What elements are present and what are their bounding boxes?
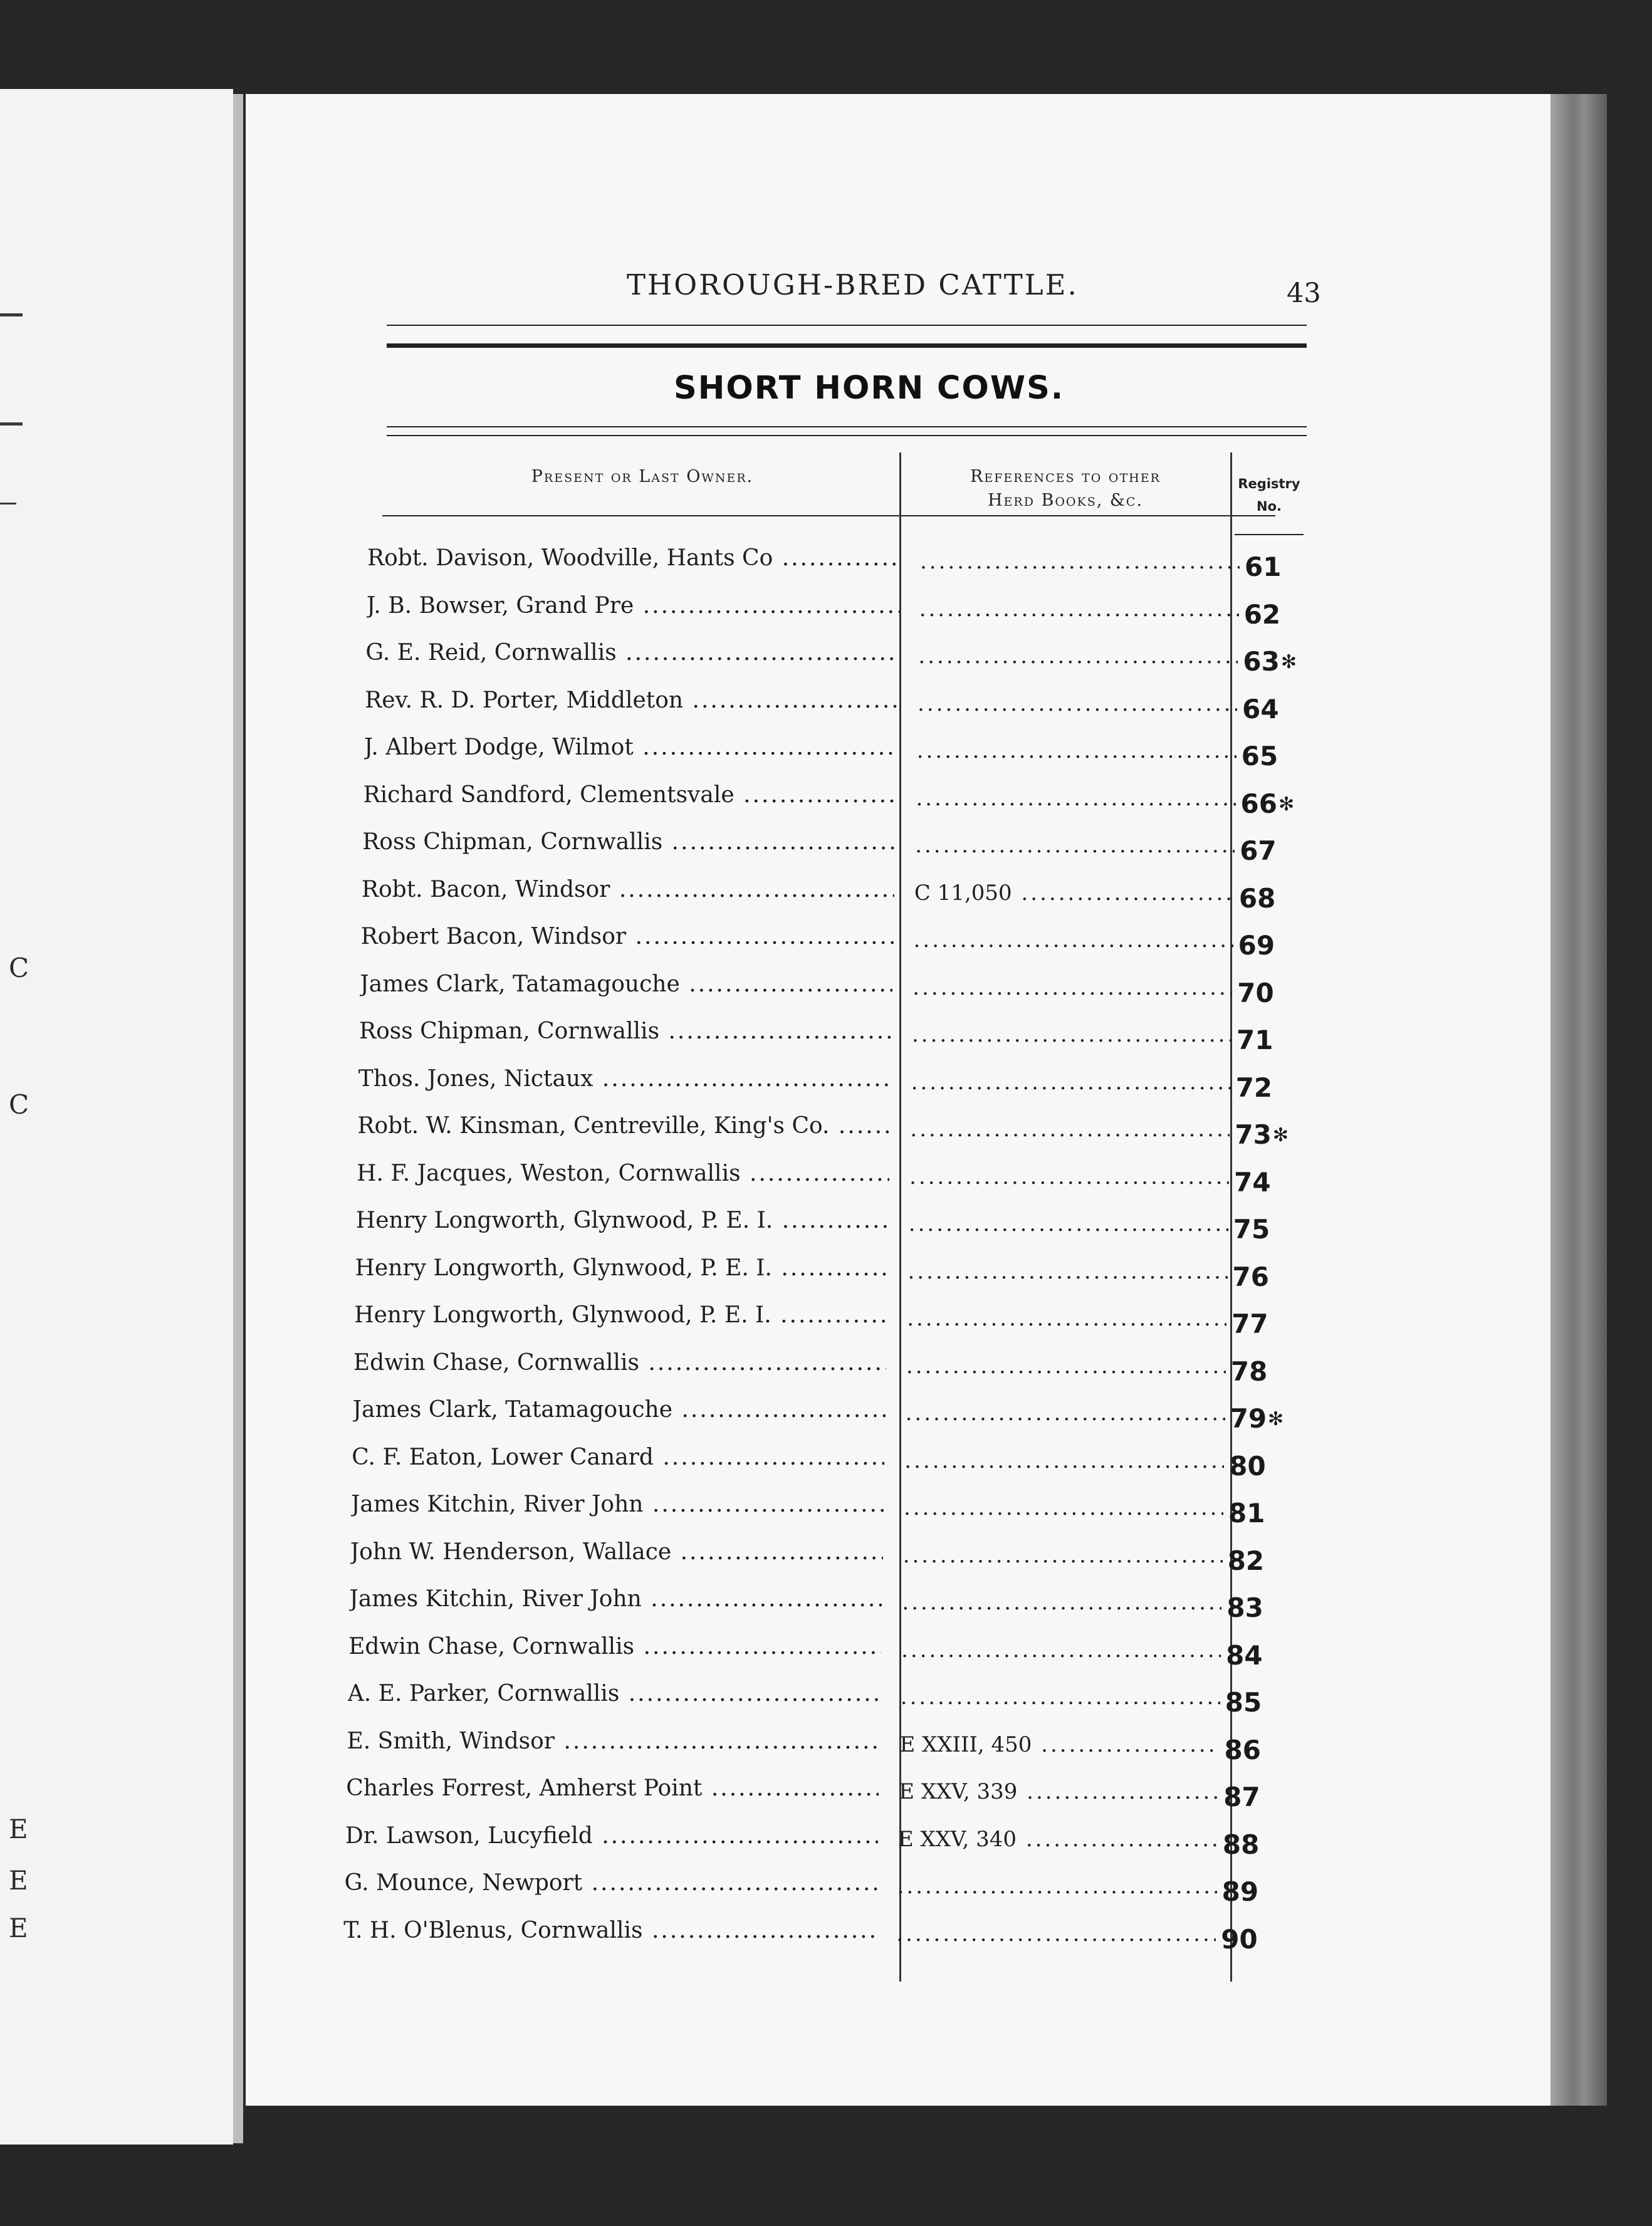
owner-cell: John W. Henderson, Wallace ..... [350, 1539, 883, 1565]
column-header-registry-line1: Registry [1238, 476, 1300, 491]
reference-cell [917, 738, 1236, 763]
table-row [348, 1681, 1307, 1727]
registry-number: 78 [1230, 1356, 1268, 1387]
owner-cell: James Clark, Tatamagouche ..... [353, 1397, 886, 1423]
reference-cell [912, 975, 1232, 1000]
registry-number: 73 [1235, 1119, 1272, 1150]
owner-cell: E. Smith, Windsor ..... [347, 1728, 880, 1754]
registry-number: 71 [1236, 1025, 1273, 1055]
owner-cell: Richard Sandford, Clementsvale ..... [363, 782, 896, 808]
table-row [345, 1823, 1304, 1869]
registry-number: 68 [1238, 882, 1276, 914]
running-head: THOROUGH-BRED CATTLE. [627, 268, 1079, 301]
registry-number-cell [1230, 1403, 1305, 1434]
owner-cell: Henry Longworth, Glynwood, P. E. I. ..... [354, 1302, 887, 1328]
registry-number-cell [1223, 1829, 1298, 1860]
table-row [352, 1445, 1310, 1491]
registry-number: 72 [1235, 1072, 1273, 1103]
registry-number: 74 [1234, 1166, 1271, 1198]
table-row [348, 1634, 1307, 1680]
registry-number: 61 [1245, 551, 1282, 582]
reference-cell [906, 1354, 1226, 1379]
registry-number-cell [1223, 1782, 1299, 1812]
reference-cell [920, 549, 1240, 574]
reference-cell [901, 1685, 1220, 1710]
table-row [343, 1918, 1302, 1964]
reference-cell [904, 1495, 1223, 1520]
book-gutter [233, 94, 243, 2143]
owner-cell: A. E. Parker, Cornwallis ..... [348, 1681, 881, 1706]
registry-number-cell [1233, 1214, 1309, 1245]
table-row [346, 1775, 1305, 1822]
table-row [353, 1397, 1312, 1443]
reference-cell [897, 1874, 1217, 1899]
facing-page-rule [0, 313, 23, 316]
table-row [365, 640, 1324, 686]
owner-cell: Charles Forrest, Amherst Point ..... [346, 1775, 879, 1801]
registry-number-cell [1238, 930, 1314, 961]
registry-number: 63 [1243, 646, 1280, 677]
reference-cell [908, 1259, 1228, 1284]
registry-number: 85 [1225, 1687, 1262, 1718]
facing-page-rule [0, 503, 16, 504]
registry-number: 83 [1226, 1592, 1263, 1623]
registry-number: 86 [1224, 1734, 1261, 1765]
registry-number: 69 [1238, 930, 1275, 961]
asterisk-mark-icon: ✻ [1280, 651, 1297, 673]
registry-number: 81 [1228, 1498, 1265, 1528]
owner-cell: C. F. Eaton, Lower Canard ..... [352, 1445, 884, 1470]
header-rule-thick [387, 343, 1307, 348]
table-row [363, 782, 1322, 828]
owner-cell: G. Mounce, Newport ..... [345, 1870, 877, 1896]
asterisk-mark-icon: ✻ [1268, 1408, 1284, 1430]
facing-page-letter: E [9, 1865, 28, 1896]
table-row [350, 1539, 1309, 1586]
registry-number: 77 [1231, 1309, 1268, 1339]
owner-cell: T. H. O'Blenus, Cornwallis ..... [343, 1918, 876, 1943]
facing-page-rule [0, 422, 23, 426]
column-header-registry-line2: No. [1257, 499, 1282, 514]
reference-cell [915, 833, 1235, 858]
owner-cell: Henry Longworth, Glynwood, P. E. I. ..... [356, 1208, 889, 1233]
table-row [360, 971, 1319, 1018]
registry-number-cell [1226, 1592, 1302, 1623]
registry-number-cell [1243, 646, 1318, 677]
owner-cell: Ross Chipman, Cornwallis ..... [362, 829, 895, 855]
table-row [364, 734, 1323, 781]
registry-number: 80 [1229, 1450, 1266, 1481]
reference-cell [906, 1401, 1225, 1426]
registry-number: 65 [1241, 741, 1278, 771]
table-row [357, 1161, 1315, 1207]
registry-number-cell [1234, 1167, 1309, 1198]
registry-number-cell [1228, 1498, 1304, 1528]
registry-number: 67 [1240, 835, 1277, 866]
reference-cell [896, 1921, 1216, 1946]
column-header-references-line1: References to other [970, 467, 1161, 486]
table-row [362, 877, 1320, 923]
page-edges [1550, 94, 1607, 2106]
column-header-underline [382, 515, 1275, 516]
facing-page-letter: C [9, 1089, 29, 1120]
owner-cell: Rev. R. D. Porter, Middleton ..... [365, 687, 897, 713]
registry-number: 88 [1222, 1829, 1260, 1860]
reference-cell [907, 1306, 1226, 1331]
reference-cell: E XXIII, 450 ..... [900, 1732, 1220, 1757]
reference-cell [909, 1211, 1228, 1236]
table-top-rule [387, 426, 1307, 427]
table-row [351, 1492, 1310, 1538]
registry-number-cell [1236, 1025, 1312, 1055]
registry-number-cell [1240, 835, 1315, 866]
reference-cell [910, 1117, 1230, 1142]
registry-number: 82 [1227, 1545, 1265, 1576]
owner-cell: Henry Longworth, Glynwood, P. E. I. ..... [355, 1255, 888, 1281]
registry-number: 66 [1240, 788, 1277, 819]
reference-cell [914, 927, 1233, 953]
table-row [362, 829, 1321, 875]
table-row [365, 687, 1324, 734]
reference-cell [903, 1543, 1223, 1568]
reference-cell [916, 786, 1236, 811]
registry-number-cell [1225, 1735, 1300, 1765]
owner-cell: Thos. Jones, Nictaux ..... [358, 1066, 891, 1092]
reference-cell [901, 1638, 1221, 1663]
registry-number: 62 [1243, 598, 1281, 630]
registry-number-cell [1244, 599, 1319, 630]
table-row [359, 1018, 1318, 1065]
table-row [367, 593, 1325, 639]
reference-cell [904, 1448, 1224, 1473]
asterisk-mark-icon: ✻ [1272, 1124, 1289, 1146]
registry-number-cell [1225, 1687, 1300, 1718]
registry-number: 84 [1226, 1639, 1263, 1671]
owner-cell: Robt. W. Kinsman, Centreville, King's Co. ..... [357, 1113, 890, 1139]
owner-cell: G. E. Reid, Cornwallis ..... [365, 640, 898, 666]
column-header-underline [1235, 534, 1304, 535]
registry-number-cell [1222, 1876, 1297, 1907]
section-title: SHORT HORN COWS. [674, 370, 1065, 407]
registry-number: 87 [1223, 1782, 1260, 1812]
column-header-owner: Present or Last Owner. [531, 467, 754, 486]
facing-page [0, 89, 233, 2145]
owner-cell: Robt. Bacon, Windsor ..... [362, 877, 894, 902]
registry-number-cell [1231, 1309, 1307, 1339]
registry-number-cell [1236, 1072, 1311, 1103]
facing-page-letter: E [9, 1814, 28, 1844]
registry-number: 64 [1242, 693, 1279, 724]
registry-number: 79 [1230, 1403, 1267, 1434]
registry-number-cell [1239, 883, 1314, 914]
registry-number-cell [1235, 1119, 1310, 1150]
owner-cell: Edwin Chase, Cornwallis ..... [353, 1350, 886, 1376]
table-row [345, 1870, 1304, 1916]
registry-number-cell [1233, 1262, 1308, 1292]
asterisk-mark-icon: ✻ [1278, 793, 1295, 815]
owner-cell: James Kitchin, River John ..... [349, 1586, 882, 1612]
owner-cell: Robert Bacon, Windsor ..... [361, 924, 894, 949]
owner-cell: James Clark, Tatamagouche ..... [360, 971, 892, 997]
page-number: 43 [1287, 278, 1321, 309]
reference-cell: E XXV, 339 ..... [899, 1779, 1218, 1804]
registry-number: 75 [1233, 1214, 1270, 1245]
registry-number-cell [1241, 788, 1316, 819]
reference-cell [917, 691, 1237, 716]
reference-cell [912, 1022, 1231, 1047]
table-row [353, 1350, 1312, 1396]
column-header-registry [1235, 473, 1304, 518]
registry-number-cell [1245, 551, 1320, 582]
table-row [356, 1208, 1315, 1254]
facing-page-letter: C [9, 953, 29, 983]
table-row [367, 545, 1326, 592]
reference-cell [919, 597, 1239, 622]
registry-number-cell [1231, 1356, 1306, 1387]
reference-cell: E XXV, 340 ..... [898, 1827, 1218, 1852]
registry-number-cell [1229, 1451, 1304, 1481]
table-row [355, 1255, 1314, 1302]
owner-cell: Edwin Chase, Cornwallis ..... [348, 1634, 881, 1659]
table-top-rule [387, 435, 1307, 436]
table-row [349, 1586, 1308, 1633]
reference-cell [909, 1164, 1229, 1189]
column-header-references [902, 465, 1228, 513]
table-row [347, 1728, 1306, 1775]
owner-cell: Robt. Davison, Woodville, Hants Co ..... [367, 545, 900, 571]
owner-cell: James Kitchin, River John ..... [351, 1492, 884, 1517]
registry-number-cell [1221, 1924, 1296, 1955]
table-row [358, 1066, 1317, 1112]
registry-number-cell [1226, 1640, 1301, 1671]
owner-cell: Dr. Lawson, Lucyfield ..... [345, 1823, 878, 1849]
header-rule-thin [387, 325, 1307, 326]
facing-page-letter: E [9, 1913, 28, 1943]
owner-cell: J. Albert Dodge, Wilmot ..... [364, 734, 897, 760]
registry-number-cell [1242, 694, 1317, 724]
registry-number-cell [1237, 978, 1312, 1008]
registry-number: 90 [1221, 1923, 1258, 1955]
table-row [354, 1302, 1313, 1349]
registry-number: 89 [1221, 1876, 1259, 1907]
reference-cell [902, 1590, 1221, 1615]
reference-cell [911, 1070, 1231, 1095]
registry-number: 70 [1237, 977, 1274, 1008]
owner-cell: J. B. Bowser, Grand Pre ..... [367, 593, 899, 619]
registry-number-cell [1228, 1545, 1303, 1576]
column-header-references-line2: Herd Books, &c. [987, 491, 1144, 510]
registry-number-cell [1242, 741, 1317, 771]
table-row [357, 1113, 1316, 1159]
table-row [361, 924, 1320, 970]
owner-cell: Ross Chipman, Cornwallis ..... [359, 1018, 892, 1044]
registry-number: 76 [1232, 1261, 1269, 1292]
reference-cell: C 11,050 ..... [914, 880, 1234, 906]
reference-cell [918, 644, 1238, 669]
owner-cell: H. F. Jacques, Weston, Cornwallis ..... [357, 1161, 889, 1186]
